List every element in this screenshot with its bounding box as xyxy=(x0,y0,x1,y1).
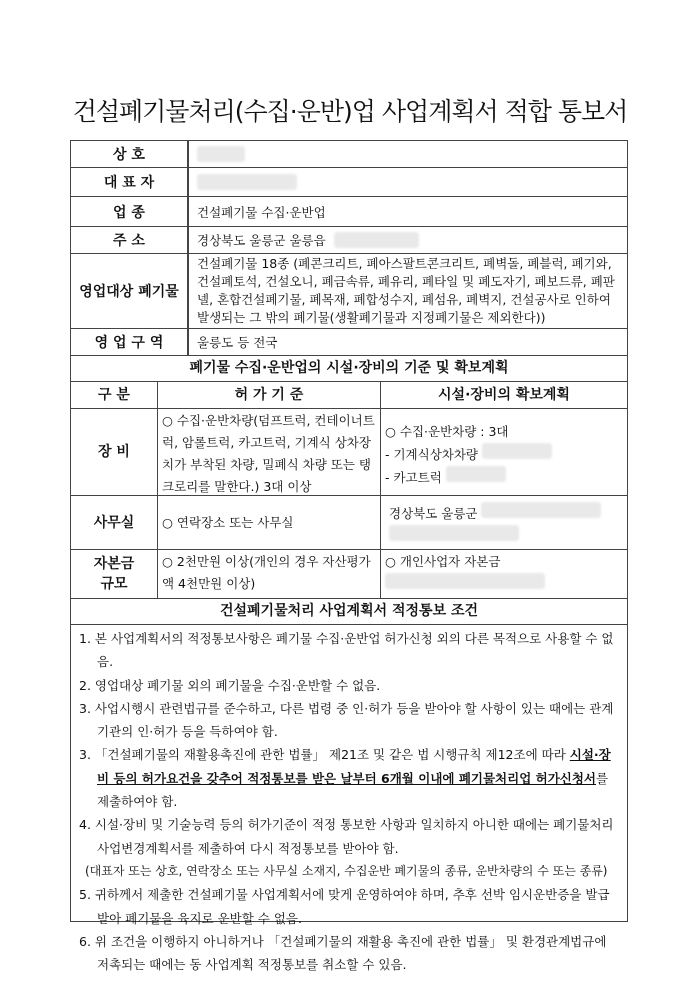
conditions-title: 건설폐기물처리 사업계획서 적정통보 조건 xyxy=(70,598,628,625)
header-criteria: 허 가 기 준 xyxy=(157,381,381,409)
condition-item: 2. 영업대상 폐기물 외의 폐기물을 수집·운반할 수 없음. xyxy=(79,677,381,693)
redacted xyxy=(197,146,245,162)
redacted xyxy=(446,466,506,482)
waste-label: 영업대상 폐기물 xyxy=(70,253,188,329)
company-label: 상 호 xyxy=(70,140,188,168)
office-plan xyxy=(380,495,628,550)
conditions-list xyxy=(70,624,628,973)
equipment-criteria: ○ 수집·운반차량(덤프트럭, 컨테이너트럭, 암롤트럭, 카고트럭, 기계식 상차장치가 부착된 차량, 밀폐식 차량 또는 탱크로리를 말한다.) 3대 이상 xyxy=(157,408,381,496)
plan-line xyxy=(385,466,623,489)
addr-label: 주 소 xyxy=(70,226,188,254)
condition-item: 1. 본 사업계획서의 적정통보사항은 폐기물 수집·운반업 허가신청 외의 다른 목적으로 사용할 수 없음. xyxy=(79,631,614,670)
redacted xyxy=(389,525,519,541)
redacted xyxy=(385,573,545,589)
facility-title: 폐기물 수집·운반업의 시설·장비의 기준 및 확보계획 xyxy=(70,355,628,382)
type-value: 건설폐기물 수집·운반업 xyxy=(188,196,628,227)
condition-item: 5. 귀하께서 제출한 건설폐기물 사업계획서에 맞게 운영하여야 하며, 추후 선박 임시운반증을 발급받아 폐기물을 육지로 운반할 수 없음. xyxy=(79,887,610,926)
condition-text: 를 제출하여야 함. xyxy=(97,770,609,810)
plan-text: 경상북도 울릉군 xyxy=(389,506,478,521)
rep-label: 대 표 자 xyxy=(70,167,188,197)
company-value xyxy=(188,140,628,168)
condition-text: 3. 「건설폐기물의 재활용촉진에 관한 법률」 제21조 및 같은 법 시행규칙 제12조에 따라 xyxy=(79,747,570,763)
header-plan: 시설·장비의 확보계획 xyxy=(380,381,628,409)
redacted xyxy=(482,443,552,459)
addr-value xyxy=(188,226,628,254)
redacted xyxy=(481,502,601,518)
condition-emphasis: 시설·장비 등의 허가요건을 갖추어 적정통보를 받은 날부터 6개월 이내에 폐기물처리업 허가신청서 xyxy=(97,747,611,786)
waste-value: 건설폐기물 18종 (폐콘크리트, 폐아스팔트콘크리트, 폐벽돌, 폐블럭, 폐기와, 건설폐토석, 건설오니, 폐금속류, 폐유리, 폐타일 및 폐도자기, 폐보드류, 폐판넬, 혼합건설폐기물, 폐목재, 폐합성수지, 폐섬유, 폐벽지, 건설공사로 인하여 발생되는 그 밖의 폐기물(생활폐기물과 지정폐기물은 제외한다)) xyxy=(188,253,628,329)
condition-note: (대표자 또는 상호, 연락장소 또는 사무실 소재지, 수집운반 폐기물의 종류, 운반차량의 수 또는 종류) xyxy=(85,863,608,878)
header-category: 구 분 xyxy=(70,381,158,409)
condition-item: 6. 위 조건을 이행하지 아니하거나 「건설폐기물의 재활용 촉진에 관한 법률」 및 환경관계법규에 저촉되는 때에는 동 사업계획 적정통보를 취소할 수 있음. xyxy=(79,933,607,973)
plan-line xyxy=(385,443,623,466)
capital-label: 자본금 규모 xyxy=(70,549,158,599)
addr-text: 경상북도 울릉군 울릉읍 xyxy=(197,233,326,248)
document-title: 건설폐기물처리(수집·운반)업 사업계획서 적합 통보서 xyxy=(72,97,628,126)
redacted xyxy=(334,232,419,248)
plan-line: ○ 개인사업자 자본금 xyxy=(385,554,501,569)
rep-value xyxy=(188,167,628,197)
plan-line: ○ 수집·운반차량 : 3대 xyxy=(385,424,509,439)
plan-line xyxy=(389,525,619,548)
plan-line xyxy=(385,573,623,596)
area-value: 울릉도 등 전국 xyxy=(188,328,628,356)
type-label: 업 종 xyxy=(70,196,188,227)
condition-item: 4. 시설·장비 및 기술능력 등의 허가기준이 적정 통보한 사항과 일치하지 아니한 때에는 폐기물처리 사업변경계획서를 제출하여 다시 적정통보를 받아야 함. xyxy=(79,817,614,856)
office-criteria: ○ 연락장소 또는 사무실 xyxy=(157,495,381,550)
condition-item xyxy=(79,743,619,813)
equipment-plan xyxy=(380,408,628,496)
equipment-label: 장 비 xyxy=(70,408,158,496)
area-label: 영 업 구 역 xyxy=(70,328,188,356)
capital-criteria: ○ 2천만원 이상(개인의 경우 자산평가액 4천만원 이상) xyxy=(157,549,381,599)
redacted xyxy=(197,174,297,190)
office-label: 사무실 xyxy=(70,495,158,550)
capital-plan xyxy=(380,549,628,599)
condition-item: 3. 사업시행시 관련법규를 준수하고, 다른 법령 중 인·허가 등을 받아야 할 사항이 있는 때에는 관계기관의 인·허가 등을 득하여야 함. xyxy=(79,700,614,740)
plan-text: - 카고트럭 xyxy=(385,470,442,485)
plan-text: - 기계식상차차량 xyxy=(385,447,479,462)
plan-line xyxy=(389,502,619,525)
